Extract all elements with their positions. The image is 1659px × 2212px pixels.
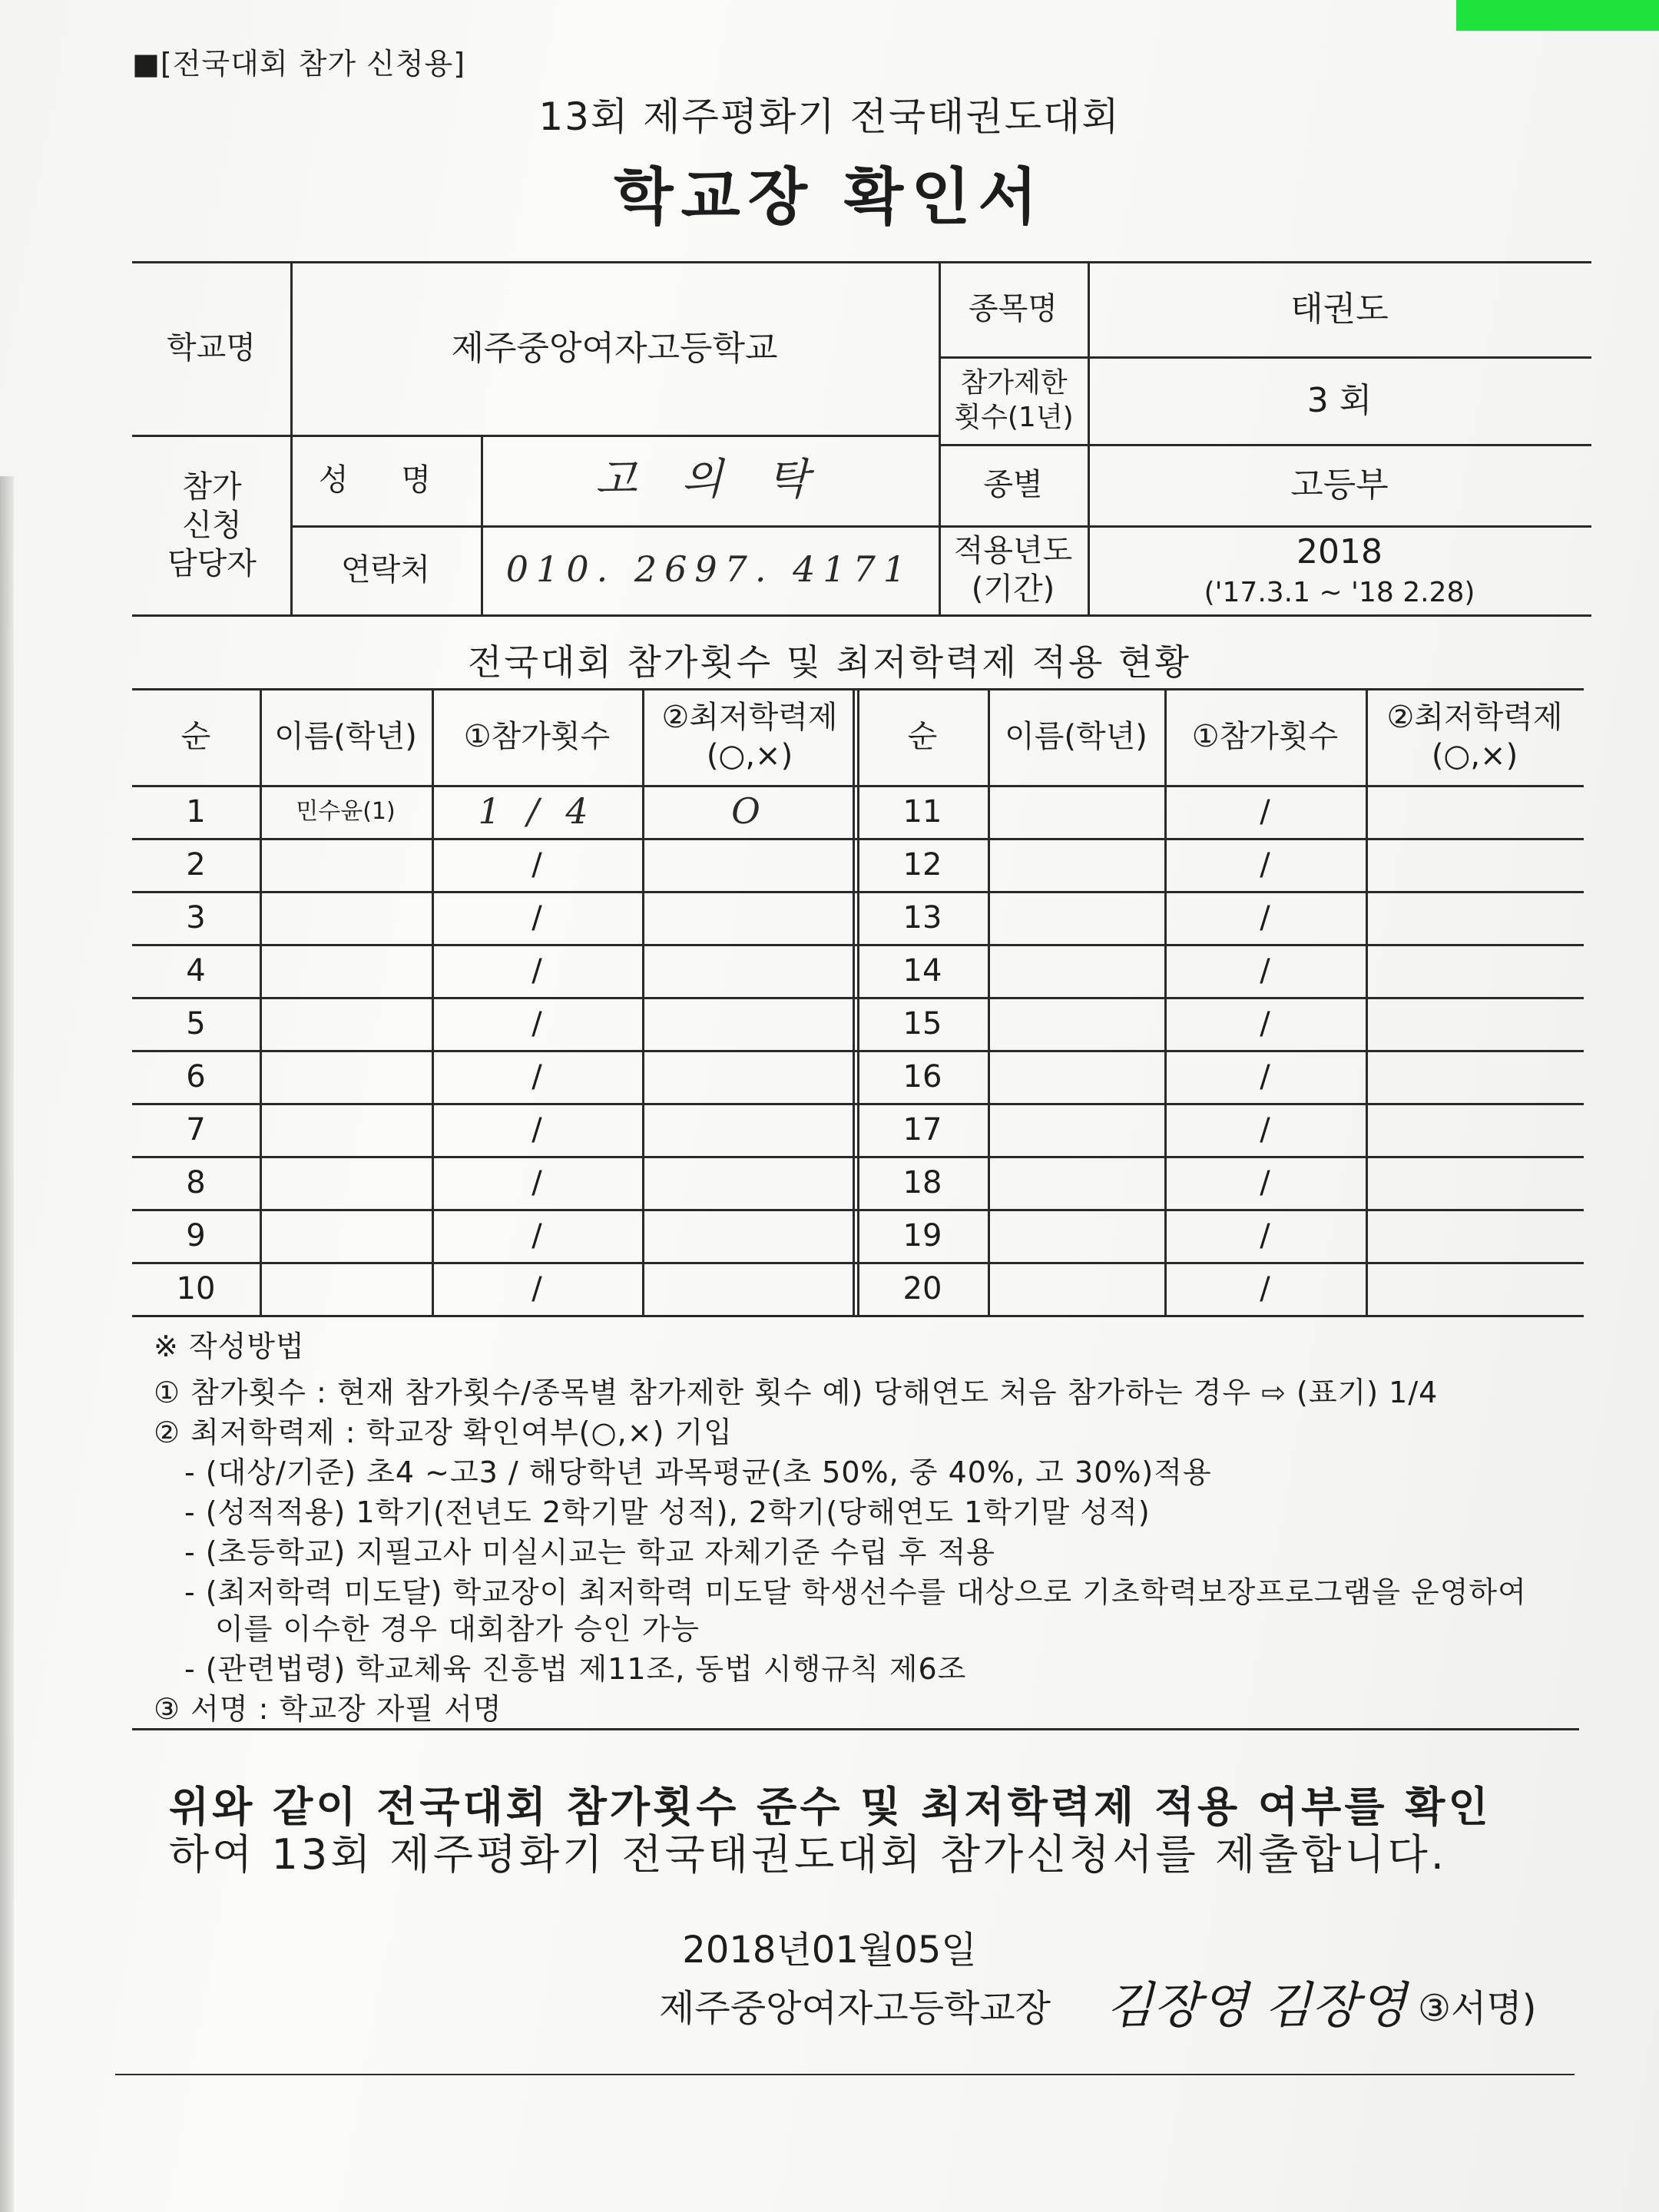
year-label: 적용년도 (기간) <box>953 533 1073 607</box>
left-row-name <box>260 944 432 997</box>
name-label: 성 명 <box>319 462 452 498</box>
left-row-count: / <box>531 952 542 988</box>
right-row-min <box>1366 997 1584 1050</box>
notes-heading: ※ 작성방법 <box>154 1330 305 1363</box>
right-row-min <box>1366 785 1584 838</box>
note-below-min: - (최저학력 미도달) 학교장이 최저학력 미도달 학생선수를 대상으로 기초학력보장프로그램을 운영하여 <box>184 1575 1527 1609</box>
right-row-min <box>1366 1156 1584 1209</box>
division-label: 종별 <box>983 467 1043 502</box>
right-row-min <box>1366 1050 1584 1103</box>
header-min: ②최저학력제 (○,×) <box>1386 700 1563 773</box>
note-grades: - (성적적용) 1학기(전년도 2학기말 성적), 2학기(당해연도 1학기말 성적) <box>184 1495 1151 1529</box>
note-elementary: - (초등학교) 지필고사 미실시교는 학교 자체기준 수립 후 적용 <box>184 1535 995 1569</box>
left-row-count: 1 / 4 <box>478 790 596 832</box>
statement-line-1: 위와 같이 전국대회 참가횟수 준수 및 최저학력제 적용 여부를 확인 <box>169 1783 1492 1831</box>
note-participation: ① 참가횟수 : 현재 참가횟수/종목별 참가제한 횟수 예) 당해연도 처음 참가하는 경우 ⇨ (표기) 1/4 <box>154 1376 1439 1409</box>
left-row-min <box>642 838 857 891</box>
event-label: 종목명 <box>969 291 1058 326</box>
left-row-name <box>260 997 432 1050</box>
left-row-min <box>642 1262 857 1315</box>
left-row-name <box>260 838 432 891</box>
left-row-name <box>260 1156 432 1209</box>
principal-signature: 김장영 김장영 <box>1106 1978 1407 2035</box>
left-row-no: 7 <box>186 1111 206 1147</box>
left-row-no: 9 <box>186 1217 206 1253</box>
note-min-academic: ② 최저학력제 : 학교장 확인여부(○,×) 기입 <box>154 1416 733 1449</box>
right-row-min <box>1366 891 1584 944</box>
left-row-name <box>260 891 432 944</box>
right-row-name <box>988 785 1164 838</box>
right-row-name <box>988 1050 1164 1103</box>
header-no: 순 <box>180 719 211 754</box>
left-row-count: / <box>531 846 542 882</box>
signature-suffix: ③서명) <box>1418 1987 1537 2030</box>
status-section-title: 전국대회 참가횟수 및 최저학력제 적용 현황 <box>468 641 1191 683</box>
left-row-name <box>260 1050 432 1103</box>
note-law: - (관련법령) 학교체육 진흥법 제11조, 동법 시행규칙 제6조 <box>184 1652 967 1686</box>
limit-label: 참가제한 횟수(1년) <box>954 367 1074 433</box>
school-name-label: 학교명 <box>167 330 256 366</box>
header-min: ②최저학력제 (○,×) <box>661 700 838 773</box>
right-row-no: 18 <box>902 1164 942 1200</box>
left-row-min <box>642 1156 857 1209</box>
note-below-min-cont: 이를 이수한 경우 대회참가 승인 가능 <box>215 1612 700 1646</box>
left-row-no: 10 <box>176 1270 216 1306</box>
note-signature: ③ 서명 : 학교장 자필 서명 <box>154 1692 502 1726</box>
left-row-name <box>260 1262 432 1315</box>
header-no: 순 <box>907 719 938 754</box>
right-row-no: 12 <box>902 846 942 882</box>
event-subtitle: 13회 제주평화기 전국태권도대회 <box>538 94 1121 139</box>
right-row-name <box>988 997 1164 1050</box>
header-name: 이름(학년) <box>274 719 417 754</box>
right-row-no: 11 <box>902 793 942 830</box>
left-row-count: / <box>531 899 542 935</box>
right-row-min <box>1366 1209 1584 1262</box>
division-value: 고등부 <box>1290 465 1389 505</box>
note-target: - (대상/기준) 초4 ~고3 / 해당학년 과목평균(초 50%, 중 40%, 고 30%)적용 <box>184 1455 1212 1489</box>
left-row-count: / <box>531 1164 542 1200</box>
event-value: 태권도 <box>1290 289 1389 329</box>
left-row-no: 1 <box>186 793 206 830</box>
left-row-min <box>642 1209 857 1262</box>
left-row-min <box>642 1050 857 1103</box>
left-row-min: O <box>731 790 768 832</box>
header-count: ①참가횟수 <box>463 719 611 754</box>
left-row-no: 3 <box>186 899 206 935</box>
contact-label: 연락처 <box>341 552 430 588</box>
principal-title: 제주중앙여자고등학교장 <box>659 1987 1051 2030</box>
left-row-count: / <box>531 1111 542 1147</box>
period-value: ('17.3.1 ~ '18 2.28) <box>1204 576 1475 608</box>
document-title: 학교장 확인서 <box>614 161 1045 233</box>
right-row-name <box>988 1209 1164 1262</box>
table-rule <box>132 1315 1584 1317</box>
left-row-no: 5 <box>186 1005 206 1041</box>
right-row-count: / <box>1260 1217 1270 1253</box>
left-row-min <box>642 891 857 944</box>
right-row-no: 17 <box>902 1111 942 1147</box>
right-row-count: / <box>1260 846 1270 882</box>
left-row-count: / <box>531 1058 542 1094</box>
header-count: ①참가횟수 <box>1191 719 1339 754</box>
right-row-count: / <box>1260 1111 1270 1147</box>
limit-value: 3 회 <box>1306 380 1373 420</box>
submission-date: 2018년01월05일 <box>682 1929 977 1972</box>
left-row-name: 민수윤(1) <box>296 797 396 825</box>
right-row-name <box>988 944 1164 997</box>
left-row-no: 6 <box>186 1058 206 1094</box>
corner-label: ■[전국대회 참가 신청용] <box>132 47 466 81</box>
right-row-name <box>988 891 1164 944</box>
left-row-count: / <box>531 1005 542 1041</box>
left-row-no: 4 <box>186 952 206 988</box>
right-row-name <box>988 1156 1164 1209</box>
right-row-count: / <box>1260 793 1270 830</box>
right-row-count: / <box>1260 952 1270 988</box>
right-row-count: / <box>1260 1005 1270 1041</box>
right-row-min <box>1366 838 1584 891</box>
right-row-no: 19 <box>902 1217 942 1253</box>
left-row-count: / <box>531 1270 542 1306</box>
divider <box>132 1728 1579 1730</box>
right-row-count: / <box>1260 899 1270 935</box>
right-row-name <box>988 1103 1164 1156</box>
right-row-min <box>1366 1262 1584 1315</box>
green-sticky-tab <box>1456 0 1659 31</box>
right-row-min <box>1366 944 1584 997</box>
left-row-no: 8 <box>186 1164 206 1200</box>
applicant-label: 참가 신청 담당자 <box>167 469 257 581</box>
right-row-count: / <box>1260 1270 1270 1306</box>
statement-line-2: 하여 13회 제주평화기 전국태권도대회 참가신청서를 제출합니다. <box>169 1830 1447 1879</box>
year-value: 2018 <box>1296 531 1382 571</box>
left-row-count: / <box>531 1217 542 1253</box>
contact-handwritten: 010. 2697. 4171 <box>505 548 914 591</box>
left-row-min <box>642 944 857 997</box>
left-row-min <box>642 1103 857 1156</box>
header-name: 이름(학년) <box>1005 719 1147 754</box>
right-row-no: 15 <box>902 1005 942 1041</box>
left-row-name <box>260 1103 432 1156</box>
right-row-no: 20 <box>902 1270 942 1306</box>
right-row-count: / <box>1260 1164 1270 1200</box>
left-row-name <box>260 1209 432 1262</box>
right-row-name <box>988 838 1164 891</box>
footer-line <box>115 2074 1575 2075</box>
right-row-no: 14 <box>902 952 942 988</box>
right-row-no: 16 <box>902 1058 942 1094</box>
school-name-value: 제주중앙여자고등학교 <box>451 328 778 368</box>
right-row-min <box>1366 1103 1584 1156</box>
left-row-min <box>642 997 857 1050</box>
right-row-name <box>988 1262 1164 1315</box>
right-row-no: 13 <box>902 899 942 935</box>
left-row-no: 2 <box>186 846 206 882</box>
applicant-name-handwritten: 고 의 탁 <box>595 455 824 505</box>
right-row-count: / <box>1260 1058 1270 1094</box>
